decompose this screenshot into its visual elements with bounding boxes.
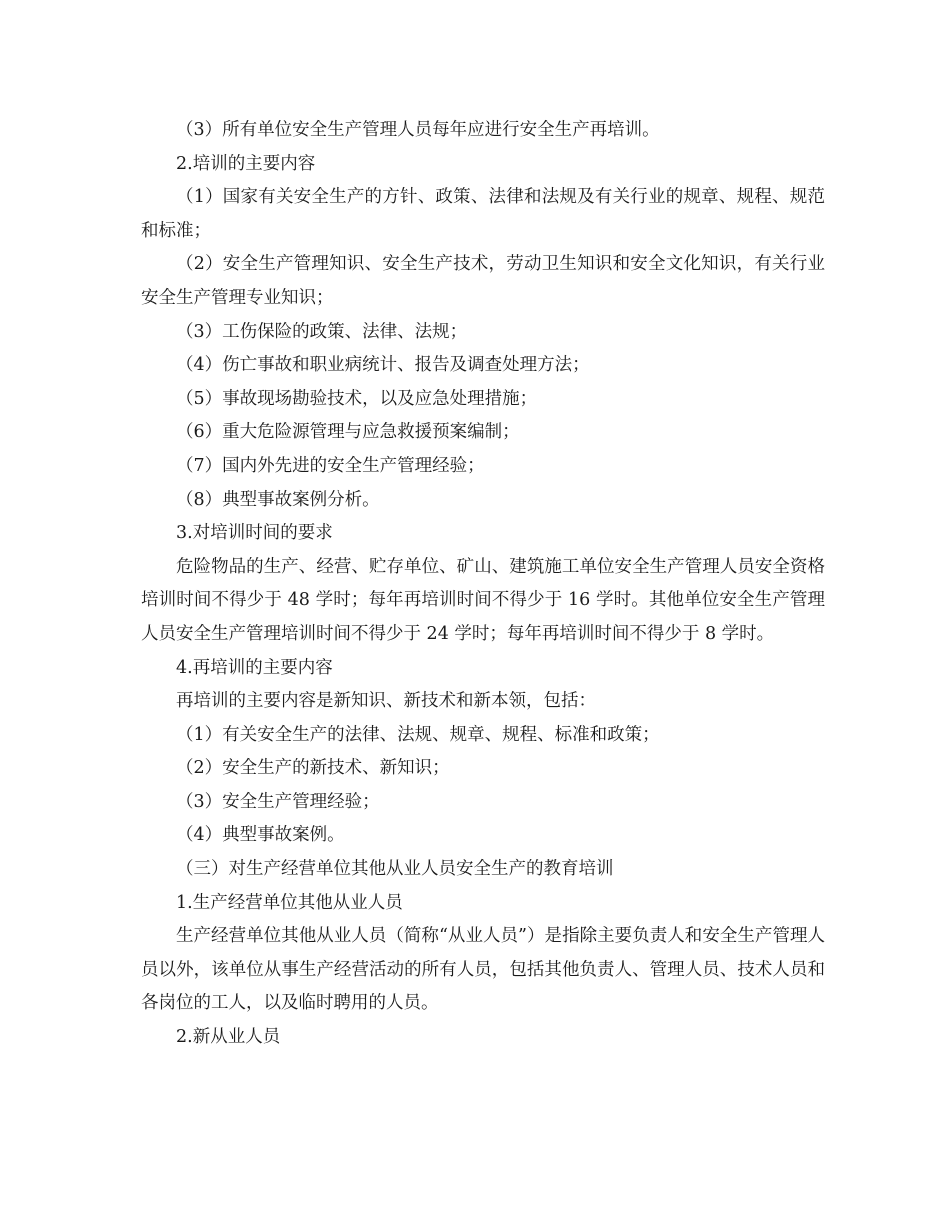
heading-training-content: 2.培训的主要内容 — [176, 153, 316, 174]
list-item-accident-statistics: （4）伤亡事故和职业病统计、报告及调查处理方法； — [176, 355, 590, 376]
list-item-policy-law: （1）国家有关安全生产的方针、政策、法律和法规及有关行业的规章、规程、规范和标准； — [141, 187, 825, 241]
list-item-retraining-experience: （3）安全生产管理经验； — [176, 791, 380, 812]
heading-training-hours: 3.对培训时间的要求 — [176, 523, 333, 544]
list-item-injury-insurance: （3）工伤保险的政策、法律、法规； — [176, 321, 468, 342]
heading-new-employees: 2.新从业人员 — [176, 1027, 281, 1048]
list-item-management-knowledge: （2）安全生产管理知识、安全生产技术，劳动卫生知识和安全文化知识，有关行业安全生产管理专业知识； — [141, 254, 825, 308]
heading-other-employees: （三）对生产经营单位其他从业人员安全生产的教育培训 — [176, 859, 614, 880]
list-item-retraining-laws: （1）有关安全生产的法律、法规、规章、规程、标准和政策； — [176, 724, 660, 745]
list-item-site-survey: （5）事故现场勘验技术，以及应急处理措施； — [176, 388, 538, 409]
paragraph-other-employees-definition: 生产经营单位其他从业人员（简称“从业人员”）是指除主要负责人和安全生产管理人员以外，该单位从事生产经营活动的所有人员，包括其他负责人、管理人员、技术人员和各岗位的工人，以及临时聘用的人员。 — [141, 926, 825, 1014]
list-item-hazard-management: （6）重大危险源管理与应急救援预案编制； — [176, 422, 520, 443]
paragraph-retraining-annual: （3）所有单位安全生产管理人员每年应进行安全生产再培训。 — [176, 120, 660, 140]
list-item-advanced-experience: （7）国内外先进的安全生产管理经验； — [176, 455, 485, 476]
list-item-retraining-cases: （4）典型事故案例。 — [176, 825, 345, 846]
paragraph-training-hours: 危险物品的生产、经营、贮存单位、矿山、建筑施工单位安全生产管理人员安全资格培训时间不得少于 48 学时；每年再培训时间不得少于 16 学时。其他单位安全生产管理人员安全生产管理培训时间不得少于 24 学时；每年再培训时间不得少于 8 学时。 — [141, 556, 825, 644]
heading-other-employees-definition: 1.生产经营单位其他从业人员 — [176, 892, 403, 913]
heading-retraining-content: 4.再培训的主要内容 — [176, 657, 333, 678]
list-item-retraining-tech: （2）安全生产的新技术、新知识； — [176, 758, 450, 779]
list-item-case-analysis: （8）典型事故案例分析。 — [176, 489, 380, 510]
paragraph-retraining-intro: 再培训的主要内容是新知识、新技术和新本领，包括： — [176, 691, 596, 712]
document-body — [141, 114, 825, 1055]
